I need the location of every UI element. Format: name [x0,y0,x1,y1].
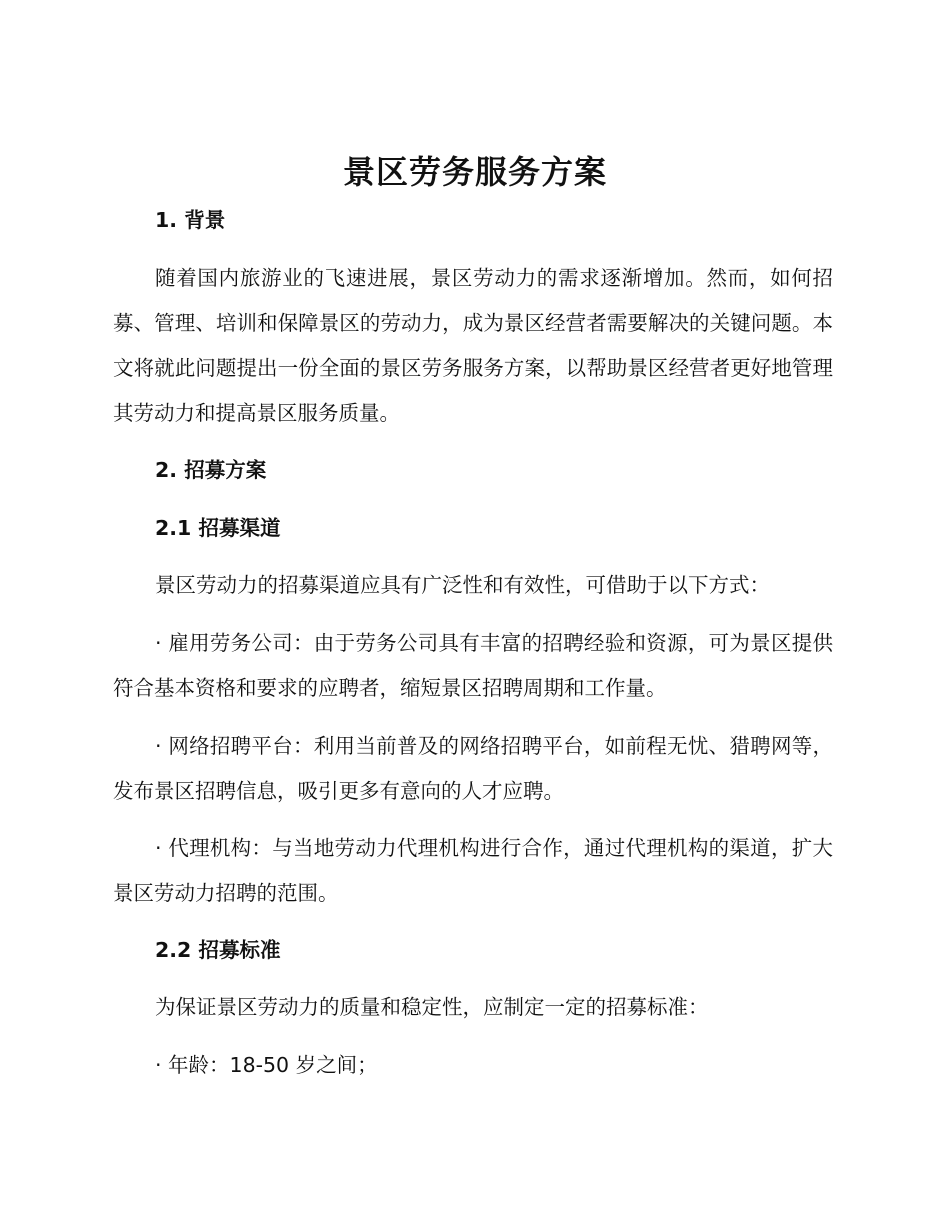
section-heading-background: 1. 背景 [155,208,226,232]
list-item-agency: · 代理机构：与当地劳动力代理机构进行合作，通过代理机构的渠道，扩大景区劳动力招聘的范围。 [113,836,833,905]
paragraph-standards-intro: 为保证景区劳动力的质量和稳定性，应制定一定的招募标准： [155,995,709,1019]
list-item-online-platform: · 网络招聘平台：利用当前普及的网络招聘平台，如前程无忧、猎聘网等，发布景区招聘信息，吸引更多有意向的人才应聘。 [113,734,833,803]
paragraph-background: 随着国内旅游业的飞速进展，景区劳动力的需求逐渐增加。然而，如何招募、管理、培训和保障景区的劳动力，成为景区经营者需要解决的关键问题。本文将就此问题提出一份全面的景区劳务服务方案，以帮助景区经营者更好地管理其劳动力和提高景区服务质量。 [113,266,833,425]
subsection-heading-recruitment-channels: 2.1 招募渠道 [155,516,281,540]
section-heading-recruitment-plan: 2. 招募方案 [155,458,267,482]
document-title: 景区劳务服务方案 [342,153,607,191]
list-item-age: · 年龄：18-50 岁之间； [155,1053,378,1077]
paragraph-channels-intro: 景区劳动力的招募渠道应具有广泛性和有效性，可借助于以下方式： [155,573,770,597]
list-item-labor-company: · 雇用劳务公司：由于劳务公司具有丰富的招聘经验和资源，可为景区提供符合基本资格和要求的应聘者，缩短景区招聘周期和工作量。 [113,631,833,700]
subsection-heading-recruitment-standards: 2.2 招募标准 [155,938,281,962]
